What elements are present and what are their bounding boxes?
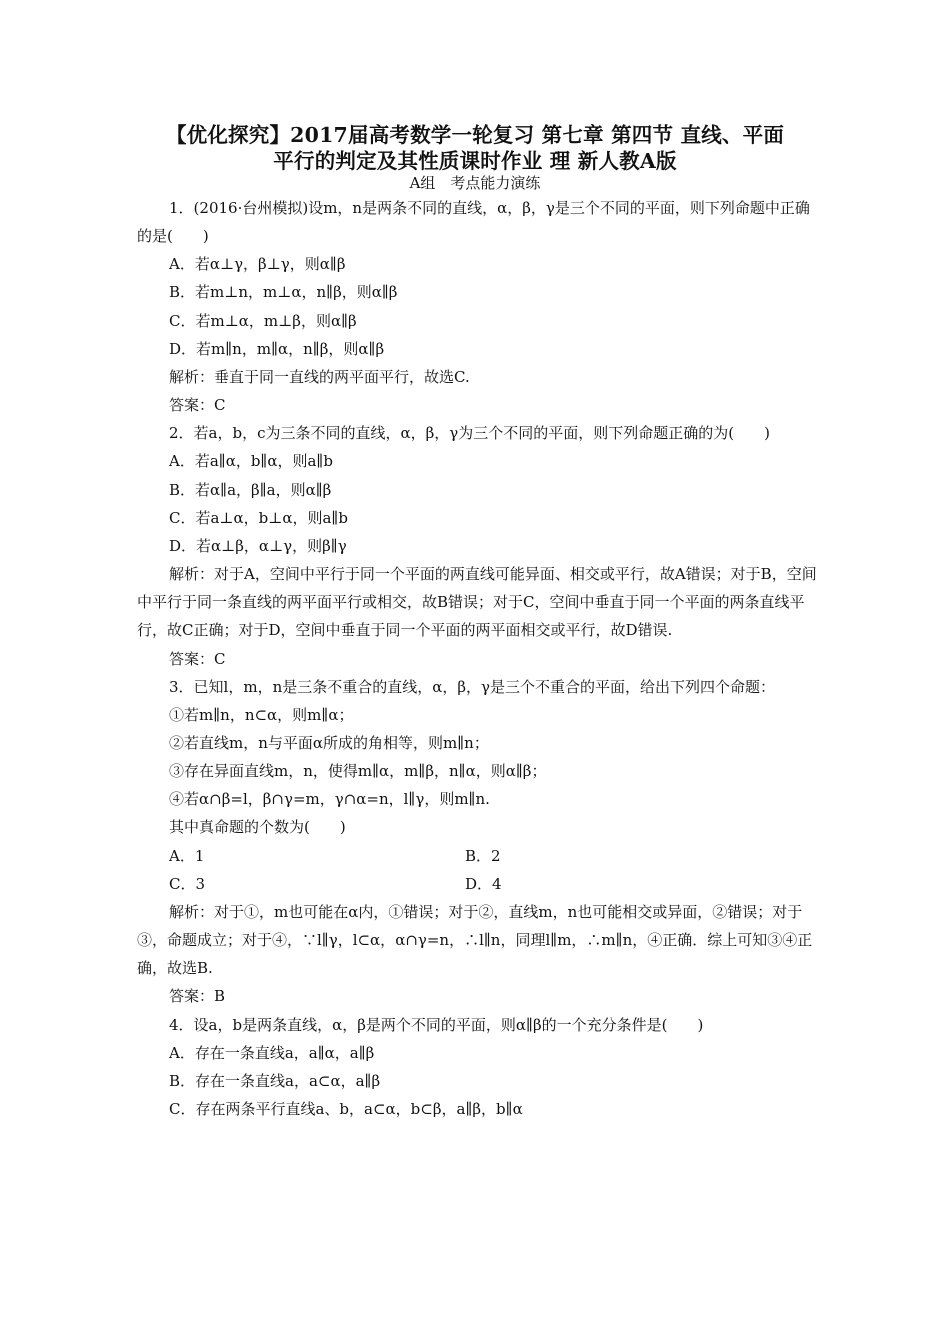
q3-question: 其中真命题的个数为( ) — [169, 818, 346, 837]
q3-analysis: 解析：对于①，m也可能在α内，①错误；对于②，直线m，n也可能相交或异面，②错误；对于③，命题成立；对于④，∵l∥γ，l⊂α，α∩γ=n，∴l∥n，同理l∥m，∴m∥n，④正确．综上可知③④正确，故选B. — [137, 902, 813, 978]
q3-option-a: A．1 — [169, 846, 205, 865]
q4-stem: 4．设a，b是两条直线，α，β是两个不同的平面，则α∥β的一个充分条件是( ) — [169, 1015, 704, 1034]
q2-option-b: B．若α∥a，β∥a，则α∥β — [169, 480, 332, 499]
q3-option-d: D．4 — [465, 874, 502, 893]
q2-option-c: C．若a⊥α，b⊥α，则a∥b — [169, 508, 348, 527]
q1-option-c: C．若m⊥α，m⊥β，则α∥β — [169, 311, 357, 330]
q2-option-a: A．若a∥α，b∥α，则a∥b — [169, 452, 333, 471]
q3-proposition-4: ④若α∩β=l，β∩γ=m，γ∩α=n，l∥γ，则m∥n. — [169, 790, 490, 809]
q4-option-a: A．存在一条直线a，a∥α，a∥β — [169, 1043, 375, 1062]
q3-answer: 答案：B — [169, 987, 226, 1006]
q2-option-d: D．若α⊥β，α⊥γ，则β∥γ — [169, 536, 347, 555]
title-line-1: 【优化探究】2017届高考数学一轮复习 第七章 第四节 直线、平面 — [165, 123, 785, 147]
section-heading: A组 考点能力演练 — [409, 174, 541, 192]
title-line-2: 平行的判定及其性质课时作业 理 新人教A版 — [273, 149, 677, 173]
exercise-content — [137, 194, 817, 1123]
q1-option-a: A．若α⊥γ，β⊥γ，则α∥β — [169, 255, 346, 274]
q2-analysis: 解析：对于A，空间中平行于同一个平面的两直线可能异面、相交或平行，故A错误；对于B，空间中平行于同一条直线的两平面平行或相交，故B错误；对于C，空间中垂直于同一个平面的两条直线平行，故C正确；对于D，空间中垂直于同一个平面的两平面相交或平行，故D错误. — [137, 565, 817, 640]
q3-proposition-1: ①若m∥n，n⊂α，则m∥α； — [169, 705, 354, 724]
q4-option-c: C．存在两条平行直线a、b，a⊂α，b⊂β，a∥β，b∥α — [169, 1100, 523, 1118]
q3-option-c: C．3 — [169, 874, 206, 893]
q1-answer: 答案：C — [169, 396, 226, 415]
q1-stem: 1．(2016·台州模拟)设m，n是两条不同的直线，α，β，γ是三个不同的平面，则下列命题中正确的是( ) — [137, 199, 810, 246]
q1-option-b: B．若m⊥n，m⊥α，n∥β，则α∥β — [169, 283, 398, 302]
q3-stem: 3．已知l，m，n是三条不重合的直线，α，β，γ是三个不重合的平面，给出下列四个命题： — [169, 677, 775, 696]
q1-option-d: D．若m∥n，m∥α，n∥β，则α∥β — [169, 339, 385, 358]
q1-analysis: 解析：垂直于同一直线的两平面平行，故选C. — [169, 367, 470, 386]
q3-option-b: B．2 — [465, 846, 501, 865]
q3-proposition-3: ③存在异面直线m，n，使得m∥α，m∥β，n∥α，则α∥β； — [169, 762, 547, 781]
document-title — [120, 122, 830, 174]
q2-answer: 答案：C — [169, 649, 226, 668]
q3-proposition-2: ②若直线m，n与平面α所成的角相等，则m∥n； — [169, 733, 489, 752]
q3-options-row-1 — [137, 842, 817, 870]
q3-options-row-2 — [137, 870, 817, 898]
q2-stem: 2．若a，b，c为三条不同的直线，α，β，γ为三个不同的平面，则下列命题正确的为( ) — [169, 424, 770, 443]
q4-option-b: B．存在一条直线a，a⊂α，a∥β — [169, 1071, 381, 1090]
